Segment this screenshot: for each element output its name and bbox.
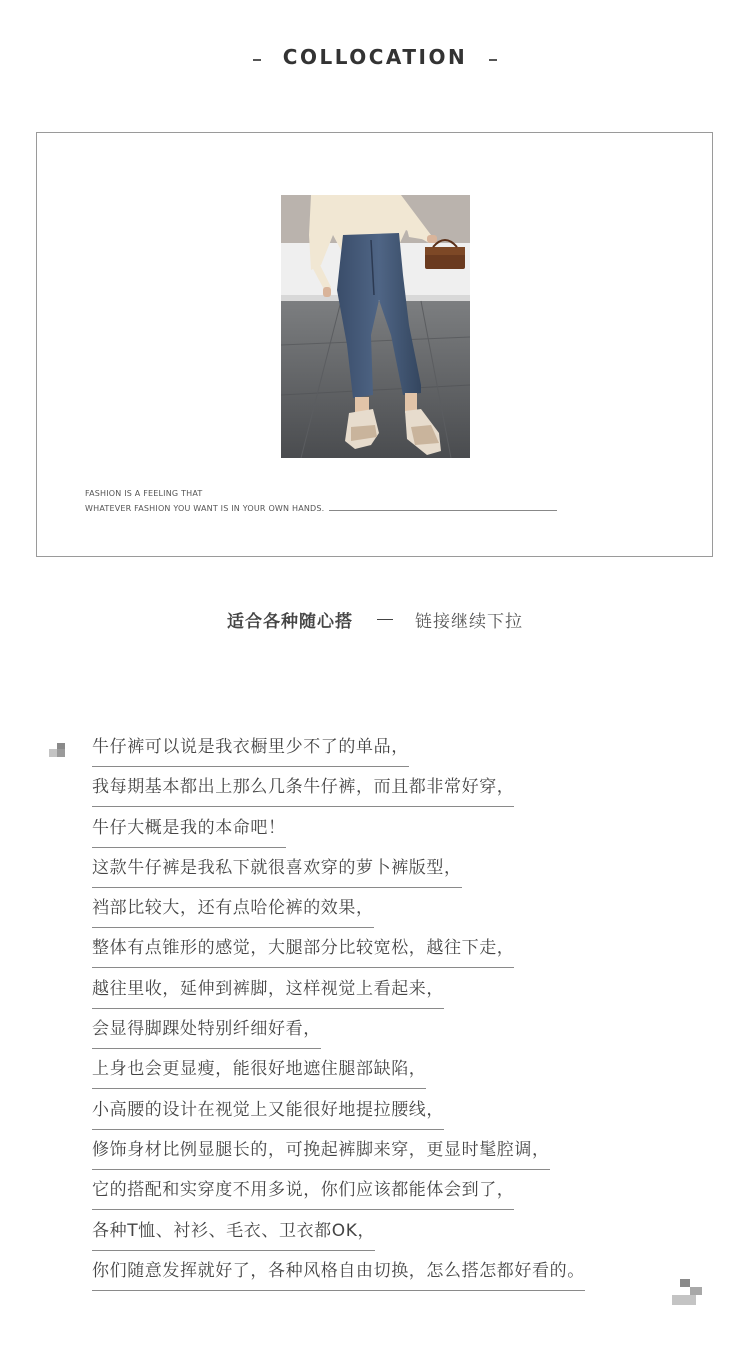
- description-line: 修饰身材比例显腿长的，可挽起裤脚来穿，更显时髦腔调，: [92, 1139, 585, 1179]
- description-line: 它的搭配和实穿度不用多说，你们应该都能体会到了，: [92, 1179, 585, 1219]
- description-line: 上身也会更显瘦，能很好地遮住腿部缺陷，: [92, 1058, 585, 1098]
- subtitle-right: 链接继续下拉: [415, 611, 523, 632]
- description-line: 小高腰的设计在视觉上又能很好地提拉腰线，: [92, 1099, 585, 1139]
- pixel-corner-icon-bottom: [672, 1279, 704, 1311]
- description-line: 越往里收，延伸到裤脚，这样视觉上看起来，: [92, 978, 585, 1018]
- section-header: [0, 42, 750, 72]
- description-line: 裆部比较大，还有点哈伦裤的效果，: [92, 897, 585, 937]
- tagline-line-2: WHATEVER FASHION YOU WANT IS IN YOUR OWN HANDS.: [85, 504, 325, 513]
- collocation-frame: [36, 132, 713, 557]
- description-line: 整体有点锥形的感觉，大腿部分比较宽松，越往下走，: [92, 937, 585, 977]
- description-block: [92, 736, 585, 1300]
- tagline-line-1: FASHION IS A FEELING THAT: [85, 489, 203, 498]
- header-dash-right: [489, 59, 497, 61]
- subtitle-left: 适合各种随心搭: [227, 611, 353, 632]
- outfit-photo: [281, 195, 470, 458]
- description-line: 你们随意发挥就好了，各种风格自由切换，怎么搭怎都好看的。: [92, 1260, 585, 1300]
- header-dash-left: [253, 59, 261, 61]
- pixel-corner-icon: [49, 743, 67, 765]
- header-title: COLLOCATION: [282, 45, 468, 69]
- tagline-rule: [329, 510, 557, 511]
- subtitle-separator: [377, 619, 393, 620]
- description-line: 这款牛仔裤是我私下就很喜欢穿的萝卜裤版型，: [92, 857, 585, 897]
- description-line: 各种T恤、衬衫、毛衣、卫衣都OK，: [92, 1220, 585, 1260]
- description-line: 牛仔大概是我的本命吧！: [92, 817, 585, 857]
- styling-subtitle: [0, 605, 750, 633]
- description-line: 我每期基本都出上那么几条牛仔裤，而且都非常好穿，: [92, 776, 585, 816]
- description-line: 会显得脚踝处特别纤细好看，: [92, 1018, 585, 1058]
- description-line: 牛仔裤可以说是我衣橱里少不了的单品，: [92, 736, 585, 776]
